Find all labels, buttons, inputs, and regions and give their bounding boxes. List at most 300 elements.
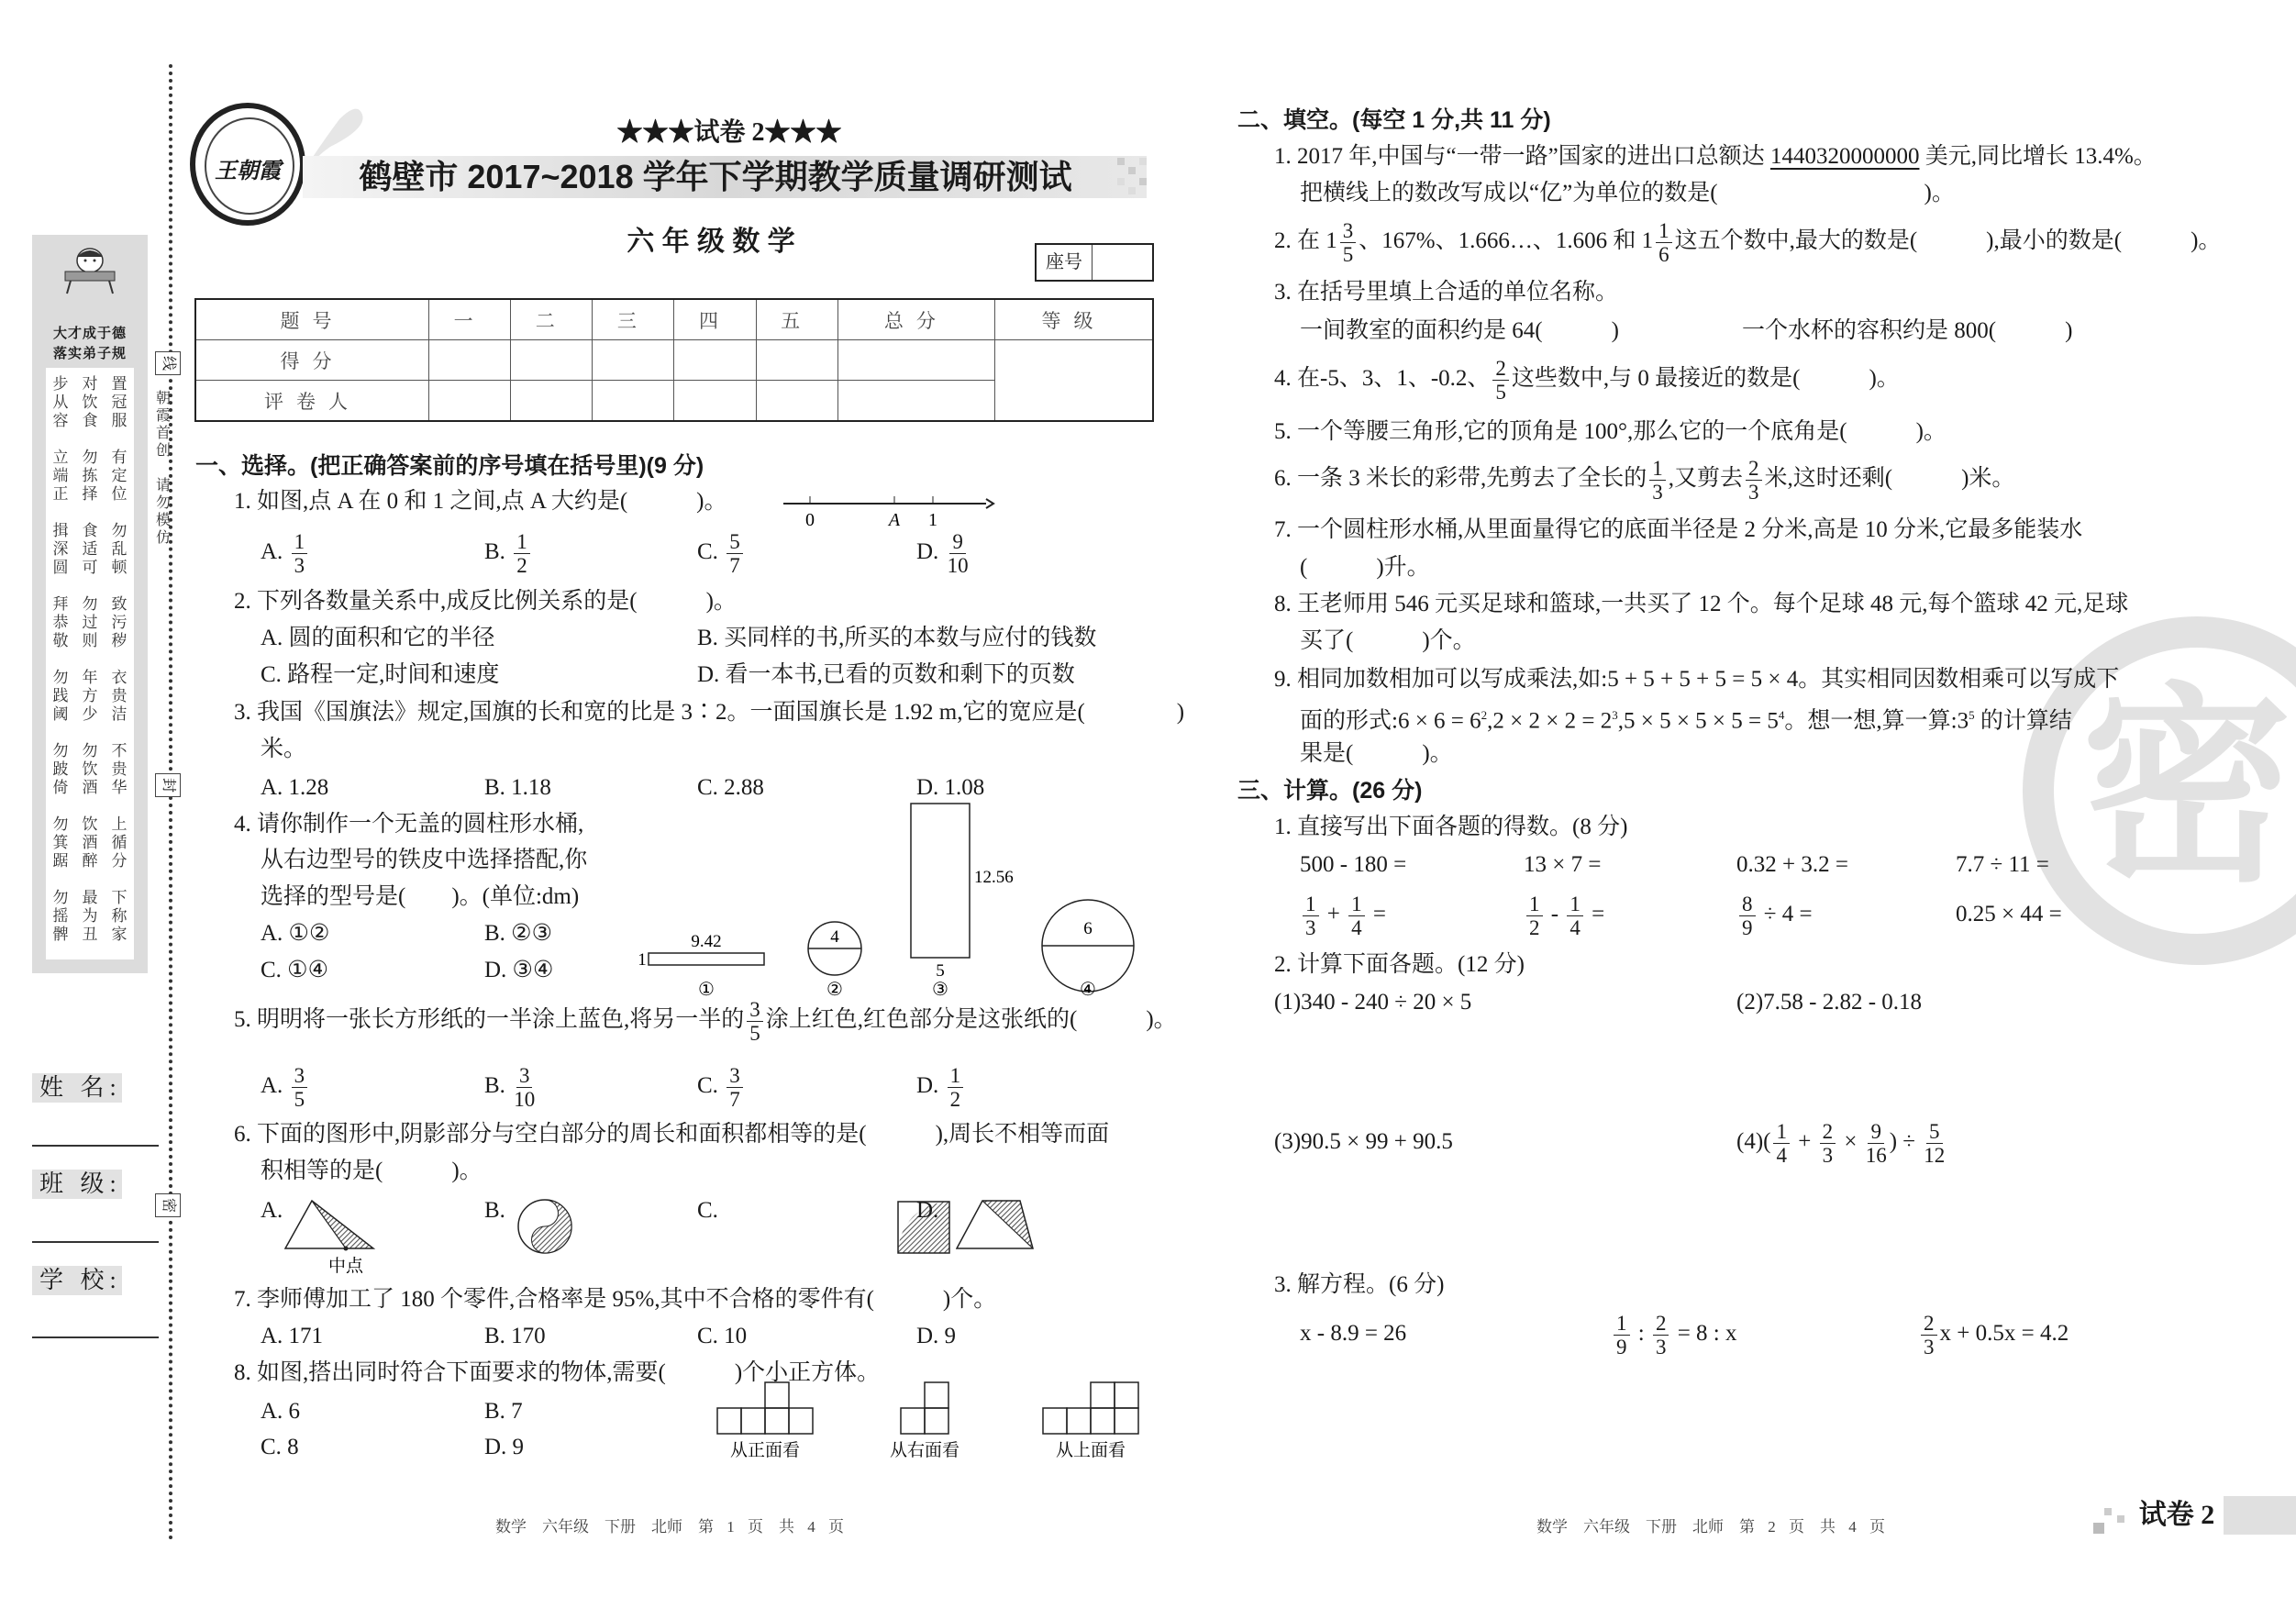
- binding-dotted-line: [169, 64, 172, 1541]
- logo-text: 王朝霞: [215, 160, 281, 183]
- fraction: [1340, 219, 1357, 266]
- q8-option-d[interactable]: D. 9: [484, 1435, 525, 1459]
- top-view-label: 从上面看: [1055, 1441, 1126, 1460]
- text-run: 这些数中,与 0 最接近的数是( )。: [1511, 366, 1900, 391]
- fraction: [948, 1064, 964, 1111]
- score-cell[interactable]: [674, 340, 756, 381]
- numerator: 1: [1656, 219, 1672, 243]
- exam-title: 鹤壁市 2017~2018 学年下学期教学质量调研测试: [359, 158, 1072, 195]
- q2-option-b[interactable]: B. 买同样的书,所买的本数与应付的钱数: [697, 626, 1097, 650]
- q7-text: 7. 李师傅加工了 180 个零件,合格率是 95%,其中不合格的零件有( )个。: [234, 1287, 997, 1312]
- verse-column: 饮酒醉: [82, 815, 98, 870]
- q4-option-a[interactable]: A. ①②: [261, 921, 330, 946]
- fraction: [1746, 457, 1762, 504]
- q5-option-b[interactable]: [484, 1063, 538, 1111]
- sheet-tag-3: ③: [932, 980, 948, 1000]
- header-cell: 总分: [837, 299, 994, 340]
- text-run: ( )升。: [1300, 555, 1430, 580]
- calc2-title: 2. 计算下面各题。(12 分): [1274, 952, 1525, 977]
- verse-block: [46, 449, 134, 515]
- fraction: [727, 530, 743, 577]
- denominator: 6: [1658, 242, 1669, 266]
- numerator: 9: [1868, 1120, 1884, 1144]
- grader-cell[interactable]: [593, 381, 674, 422]
- calc1-item: [1524, 851, 1601, 879]
- calc1-item: [1736, 892, 1813, 939]
- denominator: 9: [1616, 1335, 1627, 1359]
- numerator: 1: [1649, 457, 1666, 481]
- text-run: 面的形式:6 × 6 = 6: [1300, 708, 1481, 734]
- verse-block: [46, 522, 134, 588]
- grade-cell[interactable]: [995, 340, 1154, 422]
- text-run: (2)7.58 - 2.82 - 0.18: [1736, 990, 1923, 1015]
- midpoint-label: 中点: [327, 1257, 364, 1276]
- q6-option-b[interactable]: B.: [484, 1198, 505, 1223]
- q2-option-a[interactable]: A. 圆的面积和它的半径: [261, 626, 495, 650]
- fill-q7-text: [1274, 516, 2082, 544]
- text-run: 买了( )个。: [1300, 628, 1476, 653]
- school-label: 学 校:: [32, 1266, 122, 1295]
- calc2-item: [1736, 1119, 1947, 1167]
- fill-q7-text-cont: [1300, 554, 1430, 582]
- fraction: [1303, 893, 1319, 939]
- text-run: 果是( )。: [1300, 741, 1453, 766]
- numerator: 3: [727, 1064, 743, 1088]
- grader-cell[interactable]: [511, 381, 593, 422]
- score-cell[interactable]: [756, 340, 837, 381]
- binding-mark-seal: 封: [155, 773, 181, 797]
- text-run: A.: [261, 1073, 289, 1098]
- text-run: C.: [697, 1073, 725, 1098]
- text-run: 5. 一个等腰三角形,它的顶角是 100°,那么它的一个底角是( )。: [1274, 419, 1947, 444]
- seat-number-field[interactable]: [1093, 245, 1152, 280]
- q2-option-c[interactable]: C. 路程一定,时间和速度: [261, 662, 500, 687]
- fraction: [1492, 357, 1509, 404]
- text-run: 1. 2017 年,中国与“一带一路”国家的进出口总额达: [1274, 144, 1770, 169]
- text-run: =: [1367, 902, 1386, 926]
- shape-a-triangle: [285, 1201, 373, 1276]
- verse-column: 勿箕踞: [52, 815, 69, 870]
- q7-option-d[interactable]: D. 9: [916, 1324, 957, 1348]
- denominator: 3: [1748, 480, 1759, 504]
- tick-label-1: 1: [928, 510, 937, 530]
- verse-block: [46, 595, 134, 661]
- q6-text-cont: 积相等的是( )。: [261, 1159, 482, 1183]
- q4-option-c[interactable]: C. ①④: [261, 958, 328, 982]
- verse-column: 勿摇髀: [52, 889, 69, 943]
- verse-block: [46, 889, 134, 955]
- text-run: 0.32 + 3.2 =: [1736, 852, 1848, 877]
- text-run: = 8 : x: [1671, 1321, 1737, 1346]
- verse-column: 拜恭敬: [52, 595, 69, 649]
- class-field[interactable]: [32, 1241, 159, 1243]
- numerator: 2: [1820, 1120, 1836, 1144]
- q5-option-c[interactable]: [697, 1063, 746, 1111]
- q3-option-c[interactable]: C. 2.88: [697, 775, 764, 800]
- numerator: 5: [727, 530, 743, 554]
- verse-column: 致污秽: [111, 595, 128, 649]
- q1-number-line: [780, 491, 995, 532]
- q1-option-b[interactable]: [484, 529, 533, 577]
- denominator: 5: [749, 1021, 760, 1045]
- slogan-line-1: 大才成于德: [52, 327, 127, 341]
- row-label: 得分: [195, 340, 429, 381]
- q5-text: [234, 997, 1177, 1045]
- verse-column: 衣贵洁: [111, 669, 128, 723]
- fraction: [514, 530, 530, 577]
- fill-q4-text: [1274, 356, 1900, 404]
- seat-label: 座号: [1037, 245, 1093, 280]
- q6-option-c[interactable]: C.: [697, 1198, 718, 1223]
- text-run: 13 × 7 =: [1524, 852, 1602, 877]
- header-cell: 题号: [195, 299, 429, 340]
- fraction: [514, 1064, 535, 1111]
- header-cell: 五: [756, 299, 837, 340]
- exponent: 2: [1481, 708, 1488, 722]
- text-run: x + 0.5x = 4.2: [1939, 1321, 2069, 1346]
- q4-option-b[interactable]: B. ②③: [484, 921, 552, 946]
- watermark-character: 密: [2081, 672, 2293, 906]
- q8-option-b[interactable]: B. 7: [484, 1399, 523, 1424]
- sheet-4-diameter: 6: [1083, 919, 1093, 938]
- q3-text-cont: 米。: [261, 737, 307, 761]
- denominator: 7: [729, 1087, 740, 1111]
- q6-option-d[interactable]: D.: [916, 1198, 939, 1223]
- text-run: C.: [697, 539, 725, 564]
- footer-right: 数学 六年级 下册 北师 第 2 页 共 4 页: [1536, 1518, 1885, 1536]
- sheet-1-rect: [649, 953, 764, 965]
- verse-block: [46, 375, 134, 441]
- sheet-1-width: 1: [638, 950, 647, 970]
- score-cell[interactable]: [511, 340, 593, 381]
- q1-option-a[interactable]: [261, 529, 310, 577]
- verse-column: 不贵华: [111, 742, 128, 796]
- numerator: 2: [1492, 357, 1509, 381]
- score-row: [195, 340, 1153, 381]
- denominator: 3: [1305, 915, 1316, 939]
- q8-option-a[interactable]: A. 6: [261, 1399, 301, 1424]
- grader-cell[interactable]: [674, 381, 756, 422]
- score-cell[interactable]: [837, 340, 994, 381]
- fraction: [1773, 1120, 1790, 1167]
- text-run: 1. 如图,点 A 在 0 和 1 之间,点 A 大约是( )。: [234, 489, 727, 514]
- q7-option-c[interactable]: C. 10: [697, 1324, 748, 1348]
- denominator: 4: [1351, 915, 1362, 939]
- score-table: [194, 298, 1154, 422]
- fraction: [292, 1064, 308, 1111]
- verse-block: [46, 742, 134, 808]
- school-field[interactable]: [32, 1336, 159, 1338]
- calc2-item: [1274, 989, 1471, 1016]
- verse-column: 勿饮酒: [82, 742, 98, 796]
- equation-item: [1918, 1311, 2069, 1359]
- fill-q6-text: [1274, 456, 2015, 504]
- verse-column: 步从容: [52, 375, 69, 429]
- text-run: B.: [484, 1073, 512, 1098]
- fill-q9-text-cont: [1300, 740, 1453, 768]
- verse-column: 勿拣择: [82, 449, 98, 503]
- fraction: [1653, 1312, 1669, 1359]
- calc1-item: [1956, 901, 2062, 928]
- denominator: 5: [1342, 242, 1354, 266]
- fraction: [1866, 1120, 1887, 1167]
- denominator: 10: [514, 1087, 536, 1111]
- verse-column: 下称家: [111, 889, 128, 943]
- exponent: 4: [1778, 708, 1785, 722]
- text-run: (1)340 - 240 ÷ 20 × 5: [1274, 990, 1472, 1015]
- q6-shape-figures: [275, 1192, 642, 1280]
- q6-option-a[interactable]: A.: [261, 1198, 283, 1223]
- q5-option-d[interactable]: [916, 1063, 966, 1111]
- numerator: 1: [1567, 893, 1583, 916]
- sidebar-dizigui-panel: [32, 235, 148, 973]
- text-run: 米,这时还剩( )米。: [1764, 466, 2015, 491]
- text-run: =: [1585, 902, 1605, 926]
- grader-cell[interactable]: [429, 381, 511, 422]
- verse-column: 最为丑: [82, 889, 98, 943]
- sheet-3-width: 5: [936, 961, 945, 981]
- copyright-notice-1: 朝霞首创: [155, 391, 171, 459]
- numerator: 3: [1340, 219, 1357, 243]
- front-view-grid: [717, 1382, 813, 1434]
- verse-column: 食适可: [82, 522, 98, 576]
- q5-option-a[interactable]: [261, 1063, 310, 1111]
- right-view-grid: [901, 1382, 948, 1434]
- subject-title: 六 年 级 数 学: [627, 227, 795, 257]
- numerator: 2: [1921, 1312, 1937, 1336]
- score-cell[interactable]: [593, 340, 674, 381]
- text-run: 涂上红色,红色部分是这张纸的( )。: [765, 1007, 1177, 1032]
- binding-mark-secret: 密: [155, 1193, 181, 1217]
- name-field[interactable]: [32, 1145, 159, 1147]
- verse-column: 勿过则: [82, 595, 98, 649]
- verse-column: 对饮食: [82, 375, 98, 429]
- q6-text: 6. 下面的图形中,阴影部分与空白部分的周长和面积都相等的是( ),周长不相等而面: [234, 1122, 1110, 1147]
- verse-column: 年方少: [82, 669, 98, 723]
- tick-label-0: 0: [805, 510, 815, 530]
- text-run: 、167%、1.666…、1.606 和 1: [1359, 228, 1654, 253]
- q1-option-d[interactable]: [916, 529, 971, 577]
- sheet-tag-2: ②: [826, 980, 843, 1000]
- numerator: 3: [516, 1064, 533, 1088]
- text-run: :: [1632, 1321, 1650, 1346]
- section1-heading: 一、选择。(把正确答案前的序号填在括号里)(9 分): [195, 453, 704, 479]
- numerator: 1: [1614, 1312, 1630, 1336]
- fraction: [1656, 219, 1672, 266]
- section2-heading: 二、填空。(每空 1 分,共 11 分): [1237, 107, 1551, 133]
- sheet-3-height: 12.56: [974, 868, 1014, 887]
- fill-q2-text: [1274, 218, 2222, 266]
- fraction: [1614, 1312, 1630, 1359]
- numerator: 3: [747, 998, 763, 1022]
- q4-option-d[interactable]: D. ③④: [484, 958, 554, 982]
- text-run: 把横线上的数改写成以“亿”为单位的数是( )。: [1300, 181, 1955, 205]
- calc1-item: [1524, 892, 1605, 939]
- student-reading-illustration-icon: [58, 244, 122, 294]
- calc3-title: 3. 解方程。(6 分): [1274, 1272, 1445, 1297]
- denominator: 4: [1776, 1143, 1787, 1167]
- calc1-item: [1956, 851, 2049, 879]
- text-run: 的计算结: [1974, 708, 2072, 734]
- header-cell: 等级: [995, 299, 1154, 340]
- text-run: 8. 王老师用 546 元买足球和篮球,一共买了 12 个。每个足球 48 元,每个篮球 42 元,足球: [1274, 592, 2129, 616]
- verse-column: 勿践阈: [52, 669, 69, 723]
- text-run: 0.25 × 44 =: [1956, 902, 2062, 926]
- badge-checker-decoration: [2093, 1504, 2130, 1534]
- text-run: +: [1321, 902, 1347, 926]
- fill-q8-text: [1274, 591, 2128, 618]
- calc2-item: [1274, 1128, 1453, 1156]
- paper-series-label: ★★★试卷 2★★★: [616, 118, 842, 147]
- verse-block: [46, 815, 134, 882]
- verse-column: 勿乱顿: [111, 522, 128, 576]
- text-run: (3)90.5 × 99 + 90.5: [1274, 1129, 1453, 1154]
- text-run: 5. 明明将一张长方形纸的一半涂上蓝色,将另一半的: [234, 1007, 745, 1032]
- denominator: 2: [1529, 915, 1540, 939]
- numerator: 9: [949, 530, 966, 554]
- q3-text: 3. 我国《国旗法》规定,国旗的长和宽的比是 3∶2。一面国旗长是 1.92 m,它的宽应是( ): [234, 700, 1185, 725]
- shape-d-trapezoid: [956, 1200, 1037, 1251]
- verse-column: 有定位: [111, 449, 128, 503]
- fill-q1-text: [1274, 143, 2157, 171]
- header-cell: 二: [511, 299, 593, 340]
- fill-q9-text: [1274, 666, 2119, 693]
- numerator: 1: [514, 530, 530, 554]
- text-run: 7.7 ÷ 11 =: [1956, 852, 2049, 877]
- q4-sheet-figures: [633, 789, 1147, 1009]
- fraction: [1348, 893, 1365, 939]
- verse-column: 上循分: [111, 815, 128, 870]
- fraction: [1820, 1120, 1836, 1167]
- binding-mark-line: 线: [155, 351, 181, 375]
- denominator: 3: [1924, 1335, 1935, 1359]
- equation-item: [1611, 1311, 1737, 1359]
- denominator: 12: [1924, 1143, 1946, 1167]
- fraction: [1739, 893, 1756, 939]
- text-run: 。想一想,算一算:3: [1784, 708, 1969, 734]
- text-run: D.: [916, 1073, 945, 1098]
- text-run: ,又剪去: [1668, 466, 1744, 491]
- text-run: 500 - 180 =: [1300, 852, 1407, 877]
- text-run: 4. 在-5、3、1、-0.2、: [1274, 366, 1491, 391]
- sheet-1-length: 9.42: [691, 932, 722, 951]
- denominator: 3: [1822, 1143, 1834, 1167]
- grader-cell[interactable]: [756, 381, 837, 422]
- q8-option-c[interactable]: C. 8: [261, 1435, 299, 1459]
- text-run: (4)(: [1736, 1129, 1771, 1154]
- class-label: 班 级:: [32, 1170, 122, 1199]
- calc2-item: [1736, 989, 1922, 1016]
- denominator: 3: [1655, 1335, 1667, 1359]
- grader-cell[interactable]: [837, 381, 994, 422]
- numerator: 1: [1303, 893, 1319, 916]
- text-run: x - 8.9 = 26: [1300, 1321, 1407, 1346]
- fraction: [1649, 457, 1666, 504]
- calc1-title: 1. 直接写出下面各题的得数。(8 分): [1274, 815, 1628, 839]
- fill-q3-text: 3. 在括号里填上合适的单位名称。: [1274, 280, 1619, 305]
- denominator: 3: [1652, 480, 1663, 504]
- text-run: 7. 一个圆柱形水桶,从里面量得它的底面半径是 2 分米,高是 10 分米,它最多能装水: [1274, 517, 2083, 542]
- q2-option-d[interactable]: D. 看一本书,已看的页数和剩下的页数: [697, 662, 1075, 687]
- dizigui-verses: [46, 368, 134, 959]
- fraction: [1924, 1120, 1945, 1167]
- verse-column: 揖深圆: [52, 522, 69, 576]
- score-cell[interactable]: [429, 340, 511, 381]
- sheet-3-rect: [911, 804, 970, 958]
- score-table-header-row: [195, 299, 1153, 340]
- fill-q3-b: 一个水杯的容积约是 800( ): [1742, 318, 2073, 343]
- denominator: 5: [1495, 380, 1506, 404]
- verse-column: 置冠服: [111, 375, 128, 429]
- text-run: 2. 在 1: [1274, 228, 1337, 253]
- slogan-line-2: 落实弟子规: [52, 347, 127, 361]
- text-run: 6. 一条 3 米长的彩带,先剪去了全长的: [1274, 466, 1647, 491]
- exponent: 3: [1612, 708, 1618, 722]
- numerator: 2: [1746, 457, 1762, 481]
- denominator: 16: [1865, 1143, 1887, 1167]
- q2-text: 2. 下列各数量关系中,成反比例关系的是( )。: [234, 589, 737, 614]
- text-run: ,2 × 2 × 2 = 2: [1487, 708, 1613, 734]
- q7-option-b[interactable]: B. 170: [484, 1324, 546, 1348]
- numerator: 1: [1773, 1120, 1790, 1144]
- sheet-2-diameter: 4: [830, 927, 839, 947]
- text-run: 美元,同比增长 13.4%。: [1919, 144, 2157, 169]
- fraction: [747, 998, 763, 1045]
- name-label: 姓 名:: [32, 1073, 122, 1103]
- numerator: 1: [948, 1064, 964, 1088]
- seat-number-box: [1035, 243, 1154, 282]
- equation-item: [1300, 1320, 1406, 1347]
- paper-badge: 试卷 2: [2130, 1496, 2224, 1535]
- fill-q3-a: 一间教室的面积约是 64( ): [1300, 318, 1619, 343]
- fill-q5-text: [1274, 418, 1947, 446]
- q3-option-d[interactable]: D. 1.08: [916, 775, 985, 800]
- calc1-item: [1736, 851, 1848, 879]
- verse-column: 勿跛倚: [52, 742, 69, 796]
- fraction: [948, 530, 969, 577]
- denominator: 2: [516, 553, 527, 577]
- exponent: 5: [1969, 708, 1975, 722]
- underlined-number: 1440320000000: [1769, 144, 1920, 169]
- fraction: [292, 530, 308, 577]
- q3-option-a[interactable]: A. 1.28: [261, 775, 329, 800]
- numerator: 1: [292, 530, 308, 554]
- text-run: ,5 × 5 × 5 × 5 = 5: [1617, 708, 1779, 734]
- q3-option-b[interactable]: B. 1.18: [484, 775, 551, 800]
- text-run: 9. 相同加数相加可以写成乘法,如:5 + 5 + 5 + 5 = 5 × 4。其实相同因数相乘可以写成下: [1274, 667, 2120, 692]
- q7-option-a[interactable]: A. 171: [261, 1324, 324, 1348]
- text-run: A.: [261, 539, 289, 564]
- badge-tab: [2224, 1496, 2296, 1535]
- fill-q8-text-cont: [1300, 627, 1476, 655]
- copyright-notice-2: 请勿模仿: [155, 478, 171, 546]
- fraction: [727, 1064, 743, 1111]
- q8-text: 8. 如图,搭出同时符合下面要求的物体,需要( )个小正方体。: [234, 1360, 881, 1385]
- fraction: [1567, 893, 1583, 939]
- q1-option-c[interactable]: [697, 529, 746, 577]
- numerator: 1: [1526, 893, 1543, 916]
- text-run: D.: [916, 539, 945, 564]
- calc1-item: [1300, 851, 1406, 879]
- fraction: [1921, 1312, 1937, 1359]
- header-cell: 三: [593, 299, 674, 340]
- q1-text: [234, 488, 727, 516]
- footer-left: 数学 六年级 下册 北师 第 1 页 共 4 页: [495, 1518, 844, 1536]
- text-run: +: [1791, 1129, 1817, 1154]
- q8-view-figures: [706, 1381, 1156, 1463]
- sheet-tag-4: ④: [1080, 980, 1096, 1000]
- header-cell: 一: [429, 299, 511, 340]
